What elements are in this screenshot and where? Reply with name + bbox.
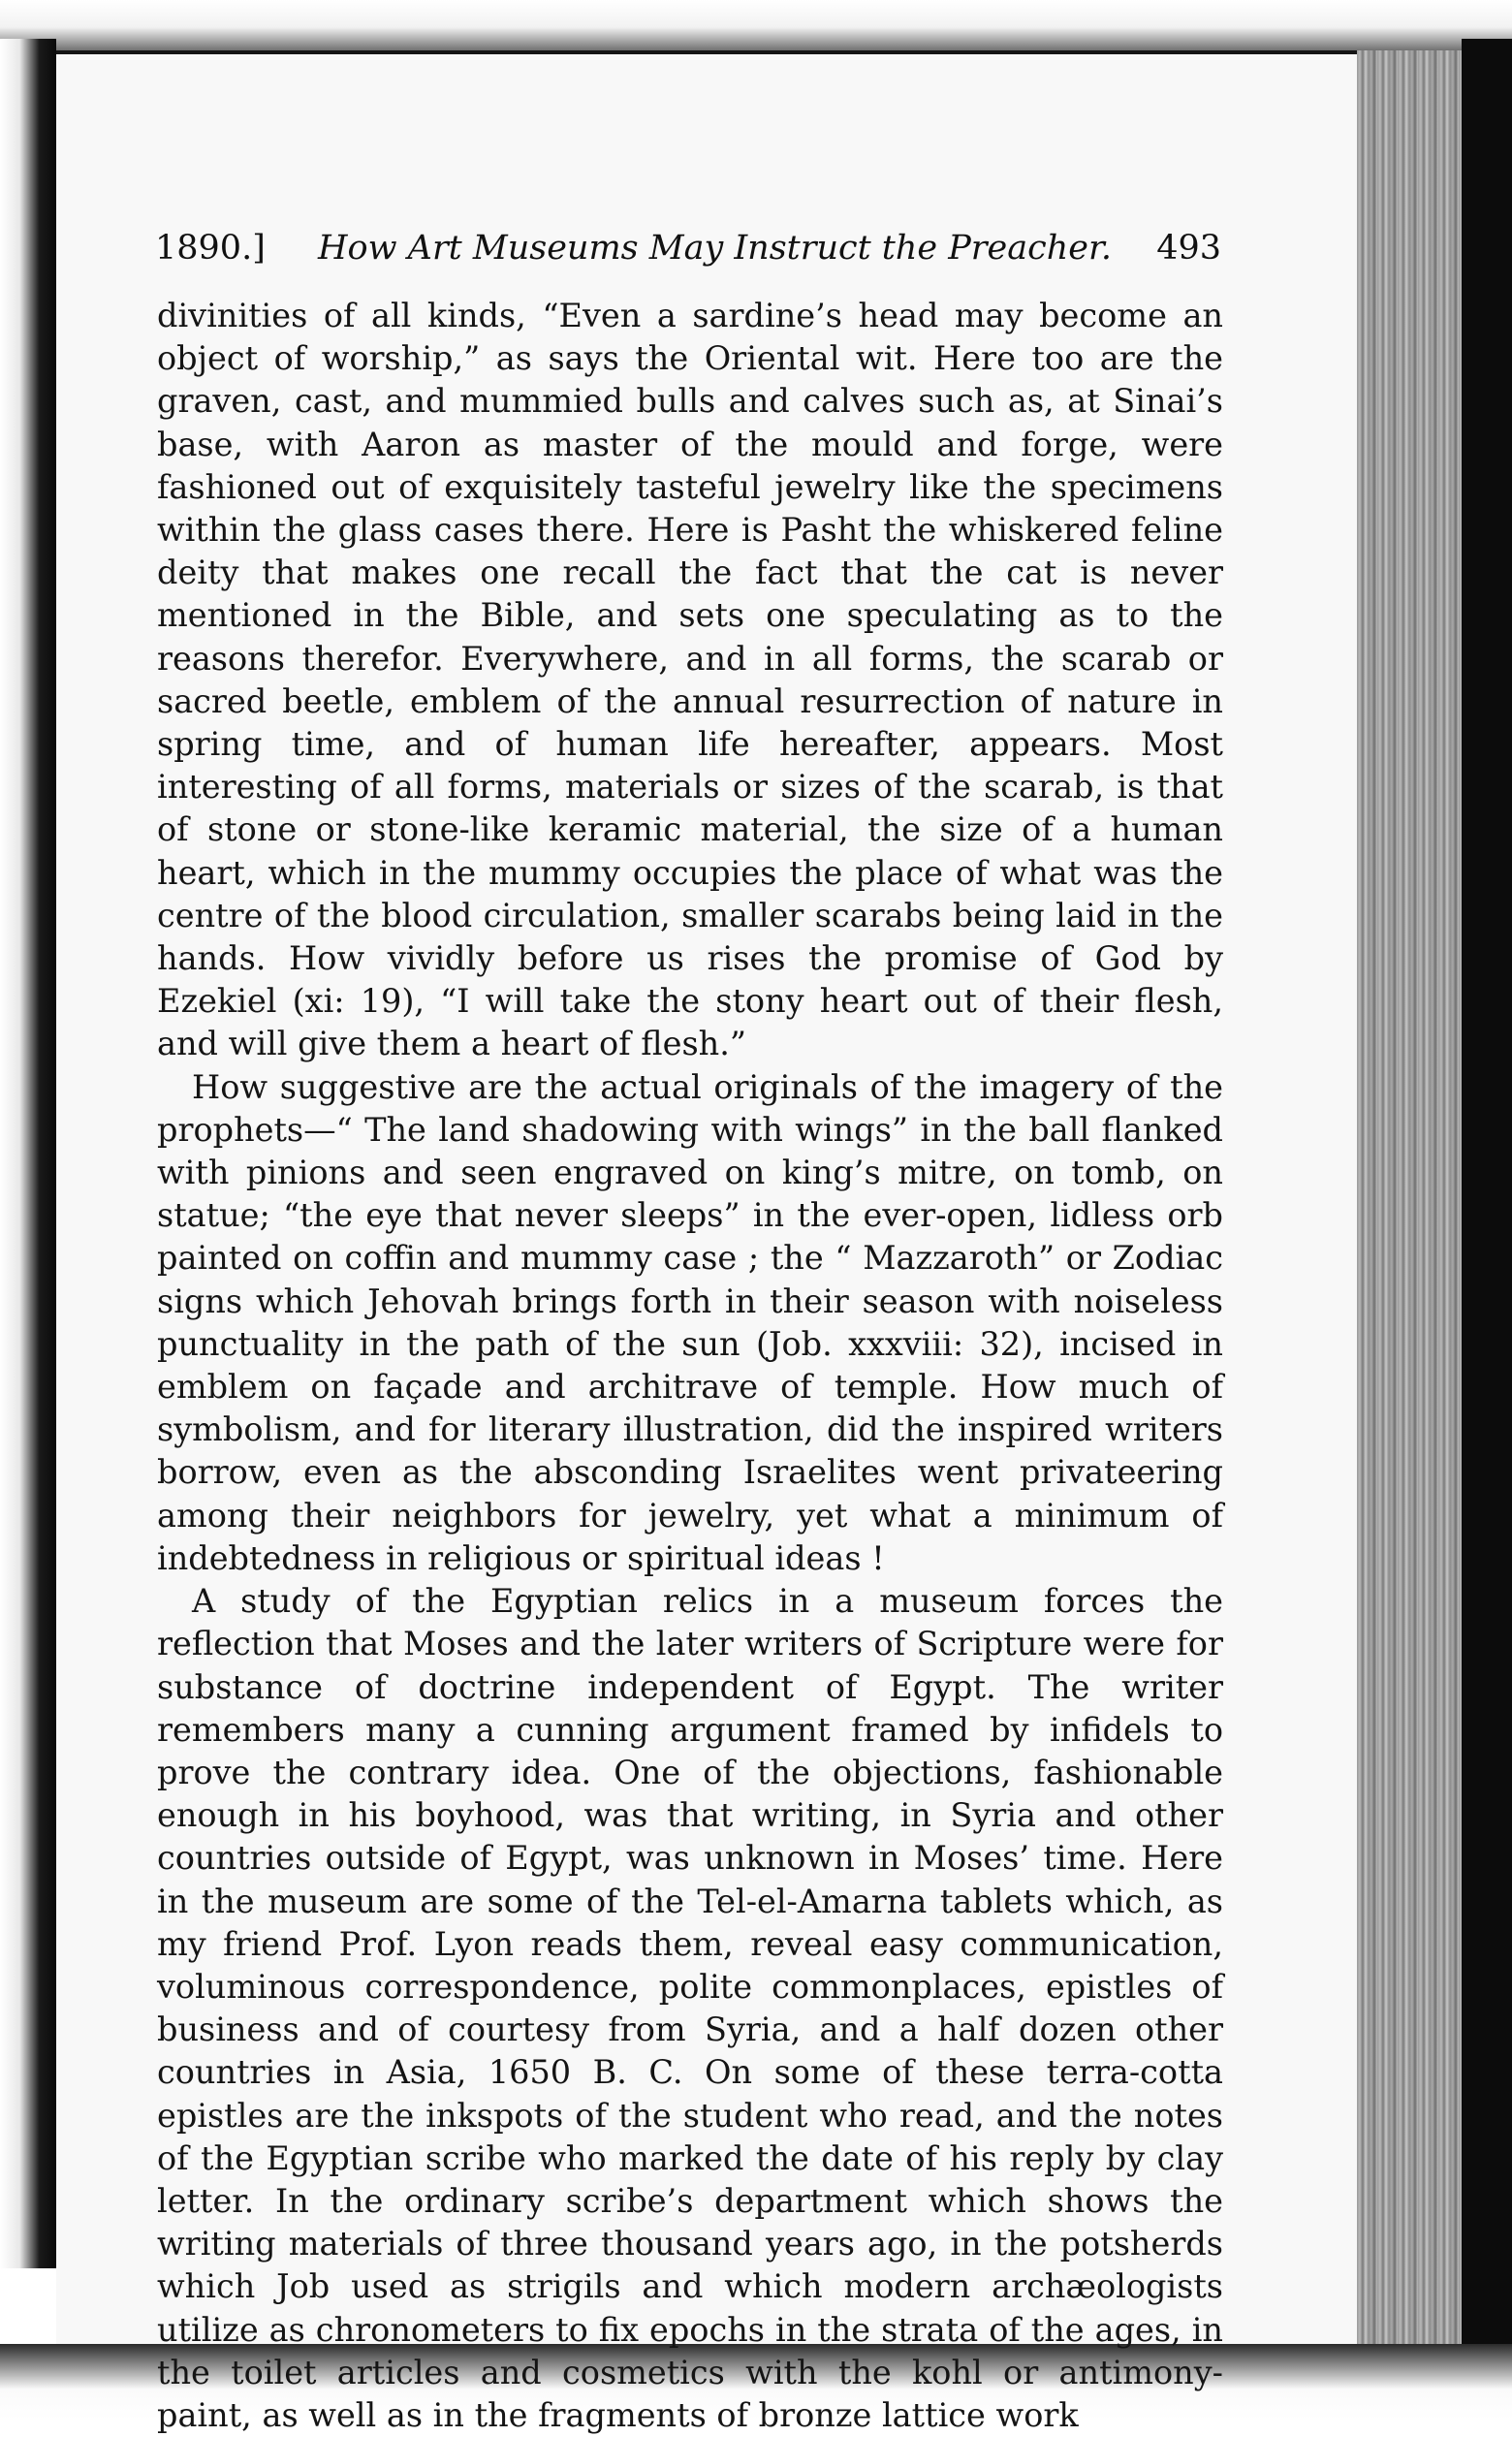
header-title: How Art Museums May Instruct the Preacher. bbox=[318, 229, 1112, 268]
paragraph-egyptian-relics: A study of the Egyptian relics in a museum forces the reflection that Moses and the later writers of Scripture were for substance of doctrine independent of Egypt. The writer remembers many a cunning argument framed by infidels to prove the contrary idea. One of the objections, fashionable enough in his boyhood, was that writing, in Syria and other countries outside of Egypt, was unknown in Moses’ time. Here in the museum are some of the Tel-el-Amarna tablets which, as my friend Prof. Lyon reads them, reveal easy communication, voluminous correspondence, polite commonplaces, epistles of business and of courtesy from Syria, and a half dozen other countries in Asia, 1650 B. C. On some of these terra-cotta epistles are the inkspots of the student who read, and the notes of the Egyptian scribe who marked the date of his reply by clay letter. In the ordinary scribe’s department which shows the writing materials of three thousand years ago, in the potsherds which Job used as strigils and which modern archæologists utilize as chronometers to fix epochs in the strata of the ages, in the toilet articles and cosmetics with the kohl or antimony-paint, as well as in the fragments of bronze lattice work bbox=[157, 1582, 1223, 2434]
running-header bbox=[155, 229, 1221, 287]
scan-binding-shadow bbox=[0, 39, 56, 2268]
page-number: 493 bbox=[1156, 229, 1221, 268]
page-edge-stack bbox=[1357, 50, 1462, 2352]
header-year: 1890.] bbox=[155, 229, 266, 268]
body-text bbox=[157, 295, 1223, 2437]
paragraph-prophets: How suggestive are the actual originals of the imagery of the prophets—“ The land shadowing with wings” in the ball flanked with pinions and seen engraved on king’s mitre, on tomb, on statue; “the eye that never sleeps” in the ever-open, lidless orb painted on coffin and mummy case ; the “ Mazzaroth” or Zodiac signs which Jehovah brings forth in their season with noiseless punctuality in the path of the sun (Job. xxxviii: 32), incised in emblem on façade and architrave of temple. How much of symbolism, and for literary illustration, did the inspired writers borrow, even as the absconding Israelites went privateering among their neighbors for jewelry, yet what a minimum of indebtedness in religious or spiritual ideas ! bbox=[157, 1067, 1223, 1577]
paragraph-continued: divinities of all kinds, “Even a sardine’s head may become an object of worship,” as says the Oriental wit. Here too are the graven, cast, and mummied bulls and calves such as, at Sinai’s base, with Aaron as master of the mould and forge, were fashioned out of exquisitely tasteful jewelry like the specimens within the glass cases there. Here is Pasht the whiskered feline deity that makes one recall the fact that the cat is never mentioned in the Bible, and sets one speculating as to the reasons therefor. Everywhere, and in all forms, the scarab or sacred beetle, emblem of the annual resurrection of nature in spring time, and of human life hereafter, appears. Most interesting of all forms, materials or sizes of the scarab, is that of stone or stone-like keramic material, the size of a human heart, which in the mummy occupies the place of what was the centre of the blood circulation, smaller scarabs being laid in the hands. How vividly before us rises the promise of God by Ezekiel (xi: 19), “I will take the stony heart out of their flesh, and will give them a heart of flesh.” bbox=[157, 297, 1223, 1063]
scan-right-border bbox=[1462, 39, 1512, 2365]
